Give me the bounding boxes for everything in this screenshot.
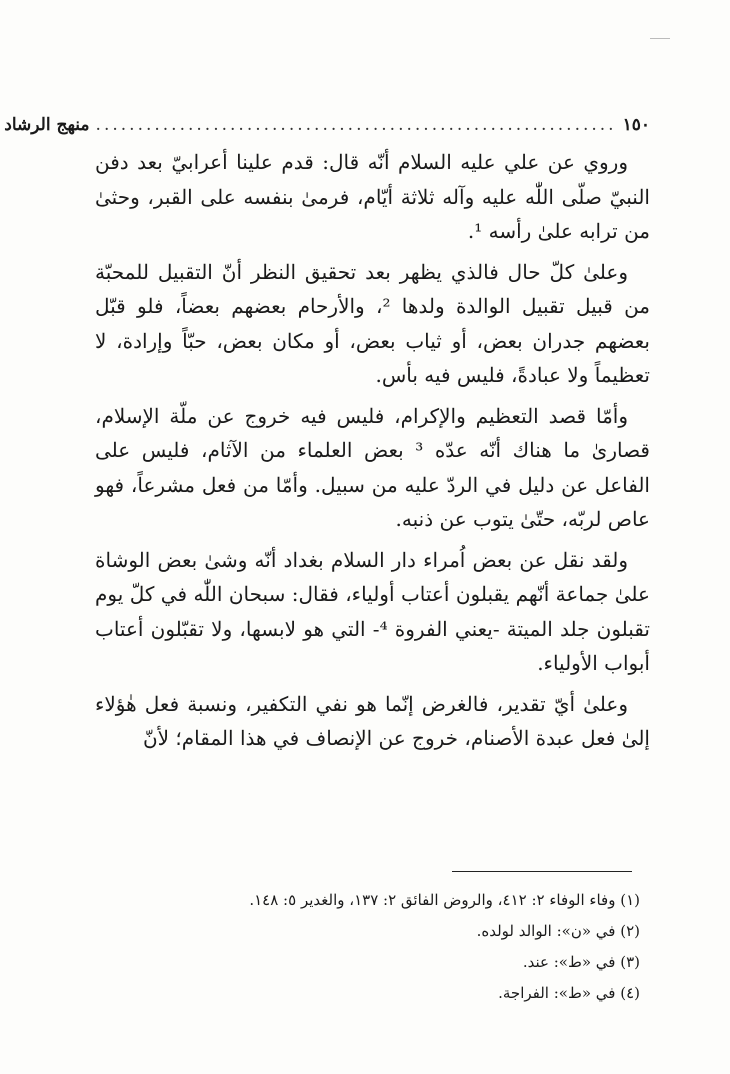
paragraph-3: وأمّا قصد التعظيم والإكرام، فليس فيه خروج عن ملّة الإسلام، قصارىٰ ما هناك أنّه عدّه ³ بعض العلماء من الآثام، فليس على الفاعل عن دليل في الردّ عليه من سبيل. وأمّا من فعل مشرعاً، فهو عاص لربّه، حتّىٰ يتوب عن ذنبه. [95, 403, 650, 531]
footnote-1: (١) وفاء الوفاء ٢: ٤١٢، والروض الفائق ٢: ١٣٧، والغدير ٥: ١٤٨. [249, 891, 640, 909]
footnote-separator [452, 871, 632, 872]
page-header [4, 110, 650, 140]
scan-mark [650, 38, 670, 39]
footnote-3: (٣) في «ط»: عند. [522, 953, 640, 971]
paragraph-5: وعلىٰ أيّ تقدير، فالغرض إنّما هو نفي التكفير، ونسبة فعل هٰؤلاء إلىٰ فعل عبدة الأصنام، خروج عن الإنصاف في هذا المقام؛ لأنّ [95, 691, 650, 750]
paragraph-4: ولقد نقل عن بعض اُمراء دار السلام بغداد أنّه وشىٰ بعض الوشاة علىٰ جماعة أنّهم يقبلون أعتاب أولياء، فقال: سبحان اللّٰه في كلّ يوم تقبلون جلد الميتة -يعني الفروة ⁴- التي هو لابسها، ولا تقبّلون أعتاب أبواب الأولياء. [95, 547, 650, 675]
paragraph-2: وعلىٰ كلّ حال فالذي يظهر بعد تحقيق النظر أنّ التقبيل للمحبّة من قبيل تقبيل الوالدة ولدها ²، والأرحام بعضهم بعضاً، فلو قبّل بعضهم جدران بعض، أو ثياب بعض، أو مكان بعض، حبّاً وإرادة، لا تعظيماً ولا عبادةً، فليس فيه بأس. [95, 259, 651, 387]
footnotes [95, 885, 650, 1009]
header-leader-dots: .............................................................. [95, 115, 617, 135]
footnote-4: (٤) في «ط»: الفراجة. [498, 984, 640, 1002]
running-title: منهج الرشاد [4, 115, 90, 135]
main-text [95, 145, 650, 762]
footnote-2: (٢) في «ن»: الوالد لولده. [476, 922, 640, 940]
paragraph-1: وروي عن علي عليه السلام أنّه قال: قدم علينا أعرابيّ بعد دفن النبيّ صلّى اللّٰه عليه وآله ثلاثة أيّام، فرمىٰ بنفسه على القبر، وحثىٰ من ترابه علىٰ رأسه ¹. [95, 150, 650, 243]
page-number: ١٥٠ [622, 115, 650, 135]
